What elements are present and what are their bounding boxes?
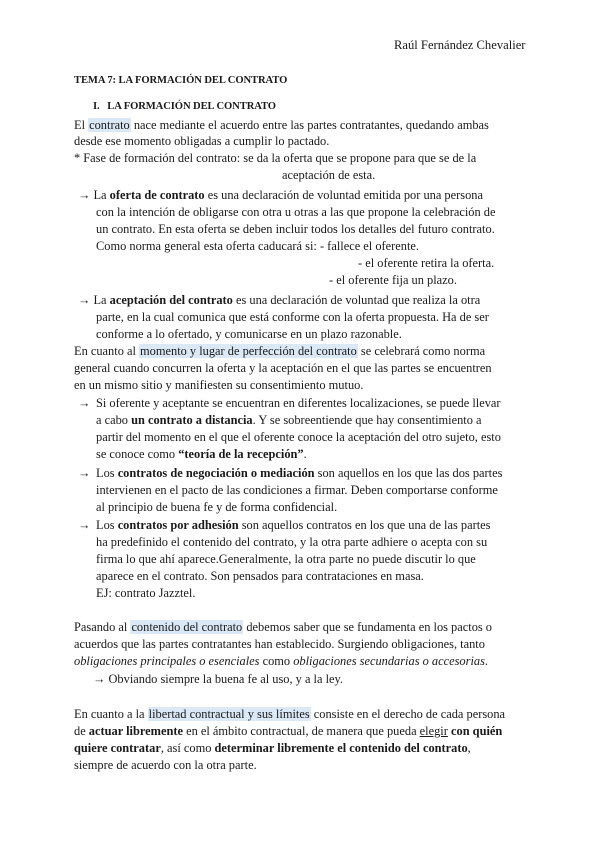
section-title: LA FORMACIÓN DEL CONTRATO (107, 101, 276, 112)
libertad-line-2: de actuar libremente en el ámbito contractual, de manera que pueda elegir con quién (74, 724, 503, 738)
adhesion-line-4: aparece en el contrato. Son pensados para contrataciones en masa. (96, 569, 424, 583)
highlight-libertad: libertad contractual y sus límites (148, 707, 310, 721)
negociacion-line-3: al principio de buena fe y de forma confidencial. (96, 500, 338, 514)
libertad-line-1: En cuanto a la libertad contractual y sus límites consiste en el derecho de cada persona (74, 707, 506, 721)
intro-line-3: * Fase de formación del contrato: se da la oferta que se propone para que se de la (74, 151, 477, 165)
oferta-line-5: - el oferente retira la oferta. (358, 256, 495, 270)
distancia-line-3: partir del momento en el que el oferente conoce la aceptación del otro sujeto, esto (96, 430, 501, 444)
adhesion-line-5: EJ: contrato Jazztel. (96, 586, 196, 600)
adhesion-line-2: ha predefinido el contenido del contrato, y la otra parte adhiere o acepta con su (96, 535, 488, 549)
adhesion-term: contratos por adhesión (117, 518, 239, 532)
oferta-term: oferta de contrato (109, 188, 205, 202)
aceptacion-line-3: conforme a lo ofertado, y comunicarse en un plazo razonable. (96, 327, 402, 341)
oferta-line-6: - el oferente fija un plazo. (329, 273, 457, 287)
contenido-line-1: Pasando al contenido del contrato debemos saber que se fundamenta en los pactos o (74, 620, 493, 634)
adhesion-line-1: Los contratos por adhesión son aquellos contratos en los que una de las partes (96, 518, 491, 532)
contenido-line-4: → Obviando siempre la buena fe al uso, y a la ley. (93, 672, 344, 686)
distancia-line-4: se conoce como “teoría de la recepción”. (96, 447, 307, 461)
negociacion-arrow: → (78, 466, 91, 480)
aceptacion-line-2: parte, en la cual comunica que está conforme con la oferta propuesta. Ha de ser (96, 310, 489, 324)
distancia-line-1: Si oferente y aceptante se encuentran en diferentes localizaciones, se puede llevar (96, 396, 501, 410)
contenido-line-2: acuerdos que las partes contratantes han establecido. Surgiendo obligaciones, tanto (74, 637, 485, 651)
oferta-line-3: un contrato. En esta oferta se deben incluir todos los detalles del futuro contrato. (96, 222, 495, 236)
adhesion-arrow: → (78, 518, 91, 532)
momento-line-3: en un mismo sitio y manifiesten su consentimiento mutuo. (74, 378, 364, 392)
oferta-line-1: → La oferta de contrato es una declaración de voluntad emitida por una persona (78, 188, 483, 202)
distancia-term: un contrato a distancia (131, 413, 253, 427)
distancia-arrow: → (78, 396, 91, 410)
contenido-line-3: obligaciones principales o esenciales como obligaciones secundarias o accesorias. (74, 654, 489, 668)
intro-line-4: aceptación de esta. (282, 168, 376, 182)
distancia-line-2: a cabo un contrato a distancia. Y se sobreentiende que hay consentimiento a (96, 413, 482, 427)
momento-line-1: En cuanto al momento y lugar de perfección del contrato se celebrará como norma (74, 344, 486, 358)
intro-line-1: El contrato nace mediante el acuerdo entre las partes contratantes, quedando ambas (74, 118, 489, 132)
negociacion-line-1: Los contratos de negociación o mediación son aquellos en los que las dos partes (96, 466, 503, 480)
negociacion-term: contratos de negociación o mediación (117, 466, 315, 480)
oferta-line-2: con la intención de obligarse con otra u otras a las que propone la celebración de (96, 205, 496, 219)
intro-line-2: desde ese momento obligadas a cumplir lo pactado. (74, 134, 330, 148)
document-title: TEMA 7: LA FORMACIÓN DEL CONTRATO (74, 75, 288, 86)
negociacion-line-2: intervienen en el pacto de las condiciones a firmar. Deben comportarse conforme (96, 483, 498, 497)
highlight-contenido: contenido del contrato (131, 620, 243, 634)
oferta-line-4: Como norma general esta oferta caducará si: - fallece el oferente. (96, 239, 420, 253)
highlight-contrato: contrato (89, 118, 130, 132)
adhesion-line-3: firma lo que ahí aparece.Generalmente, la otra parte no puede discutir lo que (96, 552, 476, 566)
teoria-recepcion-term: “teoría de la recepción” (178, 447, 304, 461)
section-number: I. (93, 101, 100, 112)
aceptacion-term: aceptación del contrato (109, 293, 233, 307)
momento-line-2: general cuando concurren la oferta y la aceptación en el que las partes se encuentren (74, 361, 492, 375)
aceptacion-line-1: → La aceptación del contrato es una declaración de voluntad que realiza la otra (78, 293, 481, 307)
author-name: Raúl Fernández Chevalier (394, 38, 526, 52)
highlight-momento: momento y lugar de perfección del contrato (140, 344, 357, 358)
libertad-line-3: quiere contratar, así como determinar libremente el contenido del contrato, (74, 741, 471, 755)
section-heading (93, 99, 276, 115)
libertad-line-4: siempre de acuerdo con la otra parte. (74, 758, 257, 772)
